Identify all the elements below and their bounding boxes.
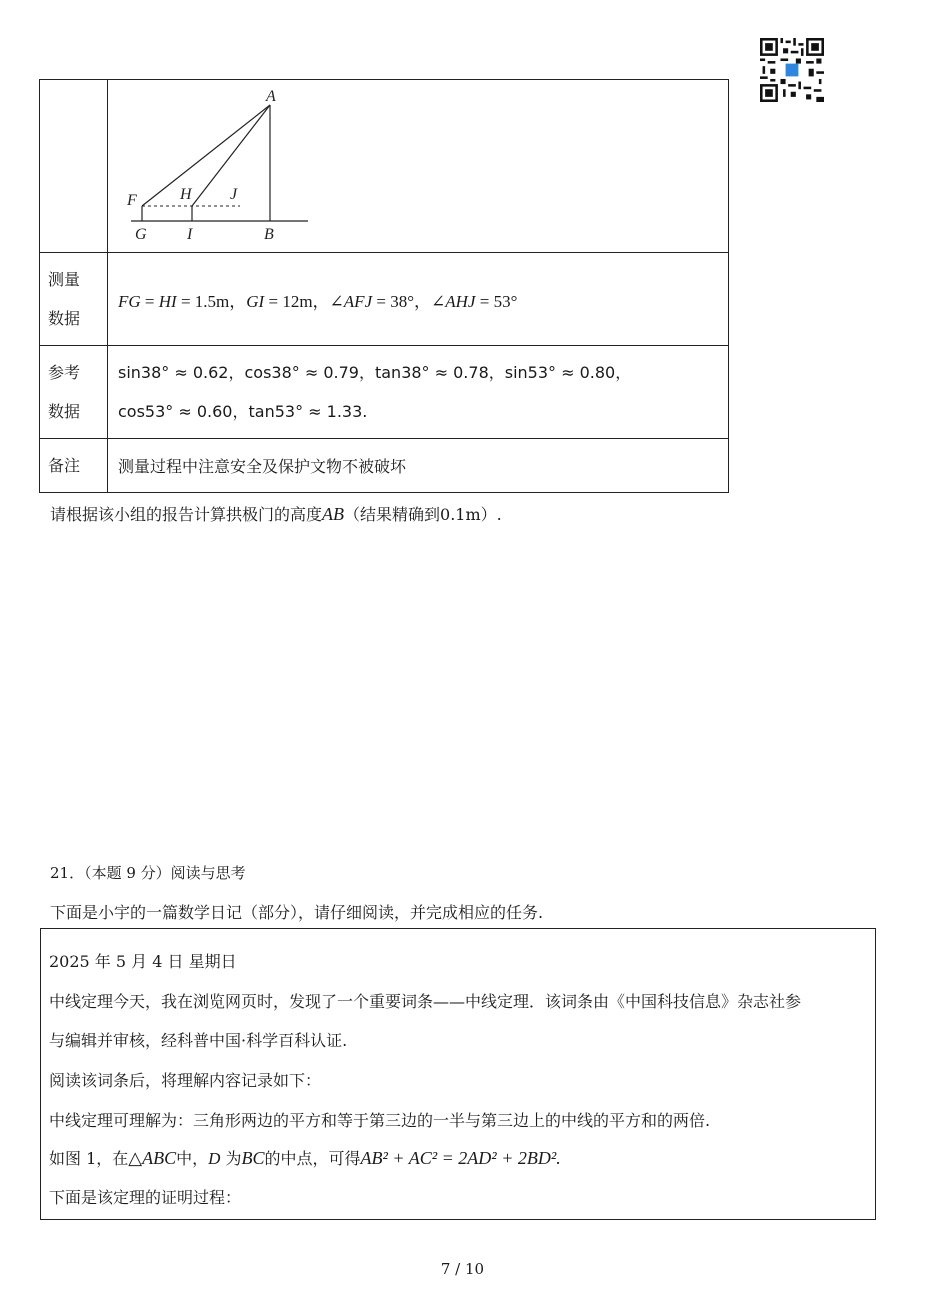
eq-1: = bbox=[140, 291, 159, 311]
diary-date: 2025 年 5 月 4 日 星期日 bbox=[49, 952, 237, 971]
diary-paragraph-6: 下面是该定理的证明过程： bbox=[49, 1188, 242, 1207]
figure-row bbox=[40, 80, 729, 253]
geometry-figure bbox=[108, 81, 728, 251]
eq-2: = 1.5m， bbox=[176, 291, 247, 311]
reference-line-1: sin38° ≈ 0.62，cos38° ≈ 0.79，tan38° ≈ 0.78，sin53° ≈ 0.80， bbox=[118, 363, 632, 382]
p5-triangle: △ bbox=[128, 1148, 143, 1168]
diary-paragraph-4: 中线定理可理解为：三角形两边的平方和等于第三边的一半与第三边上的中线的平方和的两倍. bbox=[49, 1111, 711, 1130]
label-g: G bbox=[135, 226, 147, 243]
report-table bbox=[39, 79, 729, 493]
measurement-label-line-2: 数据 bbox=[48, 309, 81, 328]
p5-abc: ABC bbox=[142, 1148, 177, 1168]
measurement-label-line-1: 测量 bbox=[48, 270, 81, 289]
diary-paragraph-1: 中线定理今天，我在浏览网页时，发现了一个重要词条——中线定理．该词条由《中国科技信息》杂志社参 bbox=[49, 992, 802, 1011]
note-label: 备注 bbox=[40, 439, 108, 493]
label-b: B bbox=[264, 226, 274, 243]
note-row bbox=[40, 439, 729, 493]
label-f: F bbox=[127, 192, 137, 209]
q20-suffix: （结果精确到0.1m）. bbox=[344, 505, 502, 524]
reference-line-2: cos53° ≈ 0.60，tan53° ≈ 1.33. bbox=[118, 402, 368, 421]
measurement-row bbox=[40, 253, 729, 346]
reference-row bbox=[40, 346, 729, 439]
reference-value bbox=[108, 346, 729, 439]
figure-label-cell bbox=[40, 80, 108, 253]
reference-label-line-1: 参考 bbox=[48, 363, 81, 382]
qr-code bbox=[760, 38, 826, 104]
reference-label-line-2: 数据 bbox=[48, 402, 81, 421]
question-20-prompt bbox=[50, 502, 502, 525]
var-hi: HI bbox=[158, 291, 177, 311]
eq-4: = 38°，∠ bbox=[372, 291, 446, 311]
p5-formula: AB² + AC² = 2AD² + 2BD². bbox=[360, 1148, 561, 1168]
note-text: 测量过程中注意安全及保护文物不被破坏 bbox=[108, 439, 729, 493]
var-afj: AFJ bbox=[343, 291, 373, 311]
label-i: I bbox=[187, 226, 193, 243]
p5-c: 为 bbox=[220, 1149, 242, 1168]
eq-3: = 12m，∠ bbox=[264, 291, 344, 311]
qr-code-icon bbox=[760, 38, 824, 102]
reference-label bbox=[40, 346, 108, 439]
var-fg: FG bbox=[118, 291, 141, 311]
p5-b: 中， bbox=[176, 1149, 209, 1168]
figure-cell bbox=[108, 80, 729, 253]
p5-e: 的中点，可得 bbox=[264, 1149, 361, 1168]
page-number: 7 / 10 bbox=[440, 1260, 485, 1278]
diary-paragraph-2: 与编辑并审核，经科普中国·科学百科认证. bbox=[49, 1031, 348, 1050]
p5-d: D bbox=[208, 1149, 221, 1168]
q20-ab: AB bbox=[322, 504, 345, 524]
measurement-label bbox=[40, 253, 108, 346]
label-h: H bbox=[180, 186, 192, 203]
label-j: J bbox=[230, 186, 238, 203]
diary-box bbox=[40, 928, 876, 1220]
question-21-intro: 下面是小宇的一篇数学日记（部分），请仔细阅读，并完成相应的任务. bbox=[50, 903, 544, 922]
p5-bc: BC bbox=[241, 1148, 265, 1168]
q20-prefix: 请根据该小组的报告计算拱极门的高度 bbox=[50, 505, 323, 524]
var-gi: GI bbox=[246, 291, 265, 311]
diary-paragraph-5 bbox=[49, 1146, 561, 1169]
segment-af bbox=[142, 105, 270, 206]
p5-a: 如图 1，在 bbox=[49, 1149, 129, 1168]
diary-paragraph-3: 阅读该词条后，将理解内容记录如下： bbox=[49, 1071, 322, 1090]
question-21-title: 21．（本题 9 分）阅读与思考 bbox=[50, 864, 246, 882]
measurement-value bbox=[108, 253, 729, 346]
label-a: A bbox=[266, 88, 276, 105]
var-ahj: AHJ bbox=[445, 291, 476, 311]
eq-5: = 53° bbox=[475, 291, 518, 311]
